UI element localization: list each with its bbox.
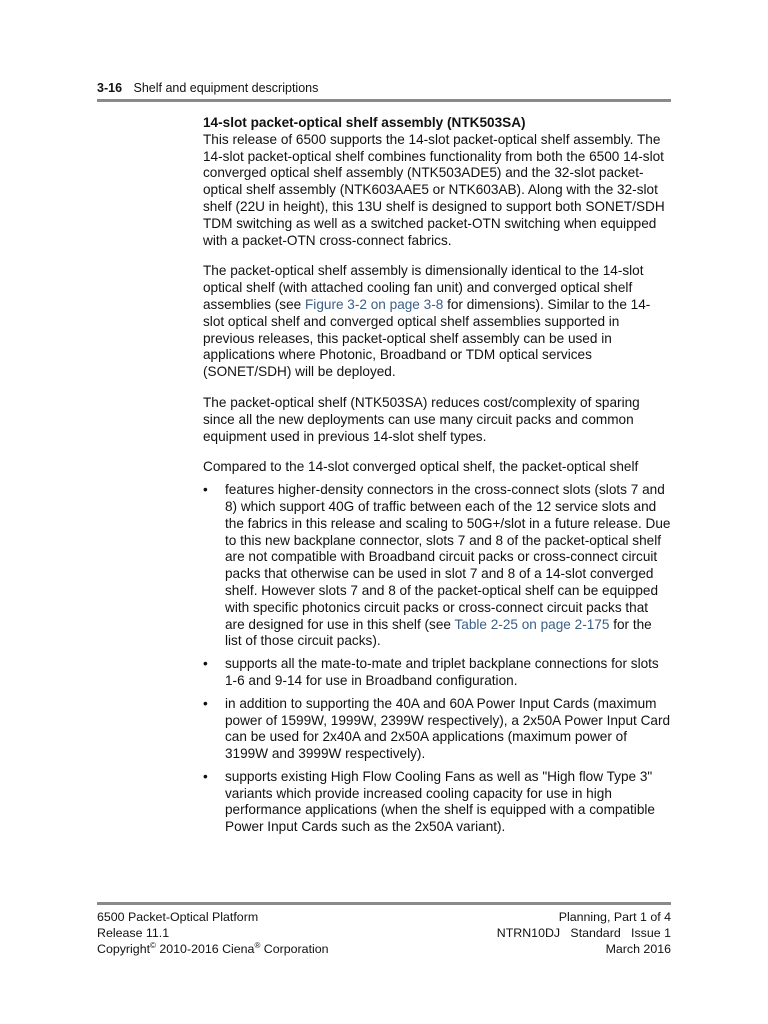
section-title: Shelf and equipment descriptions [133, 81, 319, 95]
header-rule [97, 99, 671, 102]
paragraph-comparison: Compared to the 14-slot converged optical shelf, the packet-optical shelf [203, 459, 639, 475]
page-header [97, 81, 670, 95]
bullet-icon: • [203, 482, 208, 498]
bullet-icon: • [203, 695, 208, 711]
list-item-text: for the list of those circuit packs). [225, 616, 652, 649]
document-title: Planning, Part 1 of 4 [558, 910, 671, 924]
main-content [203, 115, 671, 842]
registered-symbol: ® [254, 940, 261, 950]
release-label: Release 11.1 [97, 926, 170, 940]
page-number: 3-16 [97, 81, 123, 95]
paragraph-text: The packet-optical shelf assembly is dimensionally identical to the 14-slot optical shelf (with attached cooling fan unit) and converged optical shelf assemblies (see [203, 263, 644, 312]
paragraph-cost: The packet-optical shelf (NTK503SA) reduces cost/complexity of sparing since all the new deployments can use many circuit packs and common equipment used in previous 14-slot shelf types. [203, 394, 640, 444]
copyright-symbol: © [150, 940, 156, 950]
copyright-text: 2010-2016 Ciena [155, 942, 255, 956]
list-item [203, 769, 671, 836]
list-item-text: supports all the mate-to-mate and triplet backplane connections for slots 1-6 and 9-14 for use in Broadband configuration. [225, 656, 659, 688]
section-heading: 14-slot packet-optical shelf assembly (NTK503SA) [203, 115, 526, 130]
figure-link[interactable]: Figure 3-2 on page 3-8 [305, 296, 444, 312]
publication-date: March 2016 [605, 942, 671, 956]
list-item [203, 482, 671, 650]
bullet-icon: • [203, 768, 208, 784]
list-item [203, 656, 671, 690]
list-item-text: supports existing High Flow Cooling Fans as well as "High flow Type 3" variants which provide increased cooling capacity for use in high performance applications (when the shelf is equipped with a compatible Power Input Cards such as the 2x50A variant). [225, 768, 655, 835]
footer-left [97, 909, 329, 957]
feature-list [203, 482, 671, 836]
list-item-text: features higher-density connectors in the cross-connect slots (slots 7 and 8) which support 40G of traffic between each of the 12 service slots and the fabrics in this release and scaling to 50G+/slot in a future release. Due to this new backplane connector, slots 7 and 8 of the packet-optical shelf are not compatible with Broadband circuit packs or cross-connect circuit packs that otherwise can be used in slot 7 and 8 of a 14-slot converged shelf. However slots 7 and 8 of the packet-optical shelf can be equipped with specific photonics circuit packs or cross-connect circuit packs that are designed for use in this shelf (see [225, 482, 671, 632]
copyright-text: Copyright [97, 942, 151, 956]
footer-right [497, 909, 671, 957]
footer-rule [97, 902, 671, 905]
list-item-text: in addition to supporting the 40A and 60A Power Input Cards (maximum power of 1599W, 1999W, 2399W respectively), a 2x50A Power Input Card can be used for 2x40A and 2x50A applications (maximum power of 3199W and 3999W respectively). [225, 695, 671, 762]
product-name: 6500 Packet-Optical Platform [97, 910, 259, 924]
paragraph-intro: This release of 6500 supports the 14-slot packet-optical shelf assembly. The 14-slot packet-optical shelf combines functionality from both the 6500 14-slot converged optical shelf assembly (NTK503ADE5) and the 32-slot packet-optical shelf assembly (NTK603AAE5 or NTK603AB). Along with the 32-slot shelf (22U in height), this 13U shelf is designed to support both SONET/SDH TDM switching as well as a switched packet-OTN switching when equipped with a packet-OTN cross-connect fabrics. [203, 131, 665, 248]
list-item [203, 696, 671, 763]
copyright-text: Corporation [260, 942, 329, 956]
table-link[interactable]: Table 2-25 on page 2-175 [454, 616, 610, 632]
document-id: NTRN10DJ Standard Issue 1 [496, 926, 671, 940]
bullet-icon: • [203, 656, 208, 672]
paragraph-text: for dimensions). Similar to the 14-slot optical shelf and converged optical shelf assemblies supported in previous releases, this packet-optical shelf assembly can be used in applications where Photonic, Broadband or TDM optical services (SONET/SDH) will be deployed. [203, 296, 651, 380]
paragraph-dimensions [203, 263, 671, 381]
copyright-line [97, 941, 329, 957]
